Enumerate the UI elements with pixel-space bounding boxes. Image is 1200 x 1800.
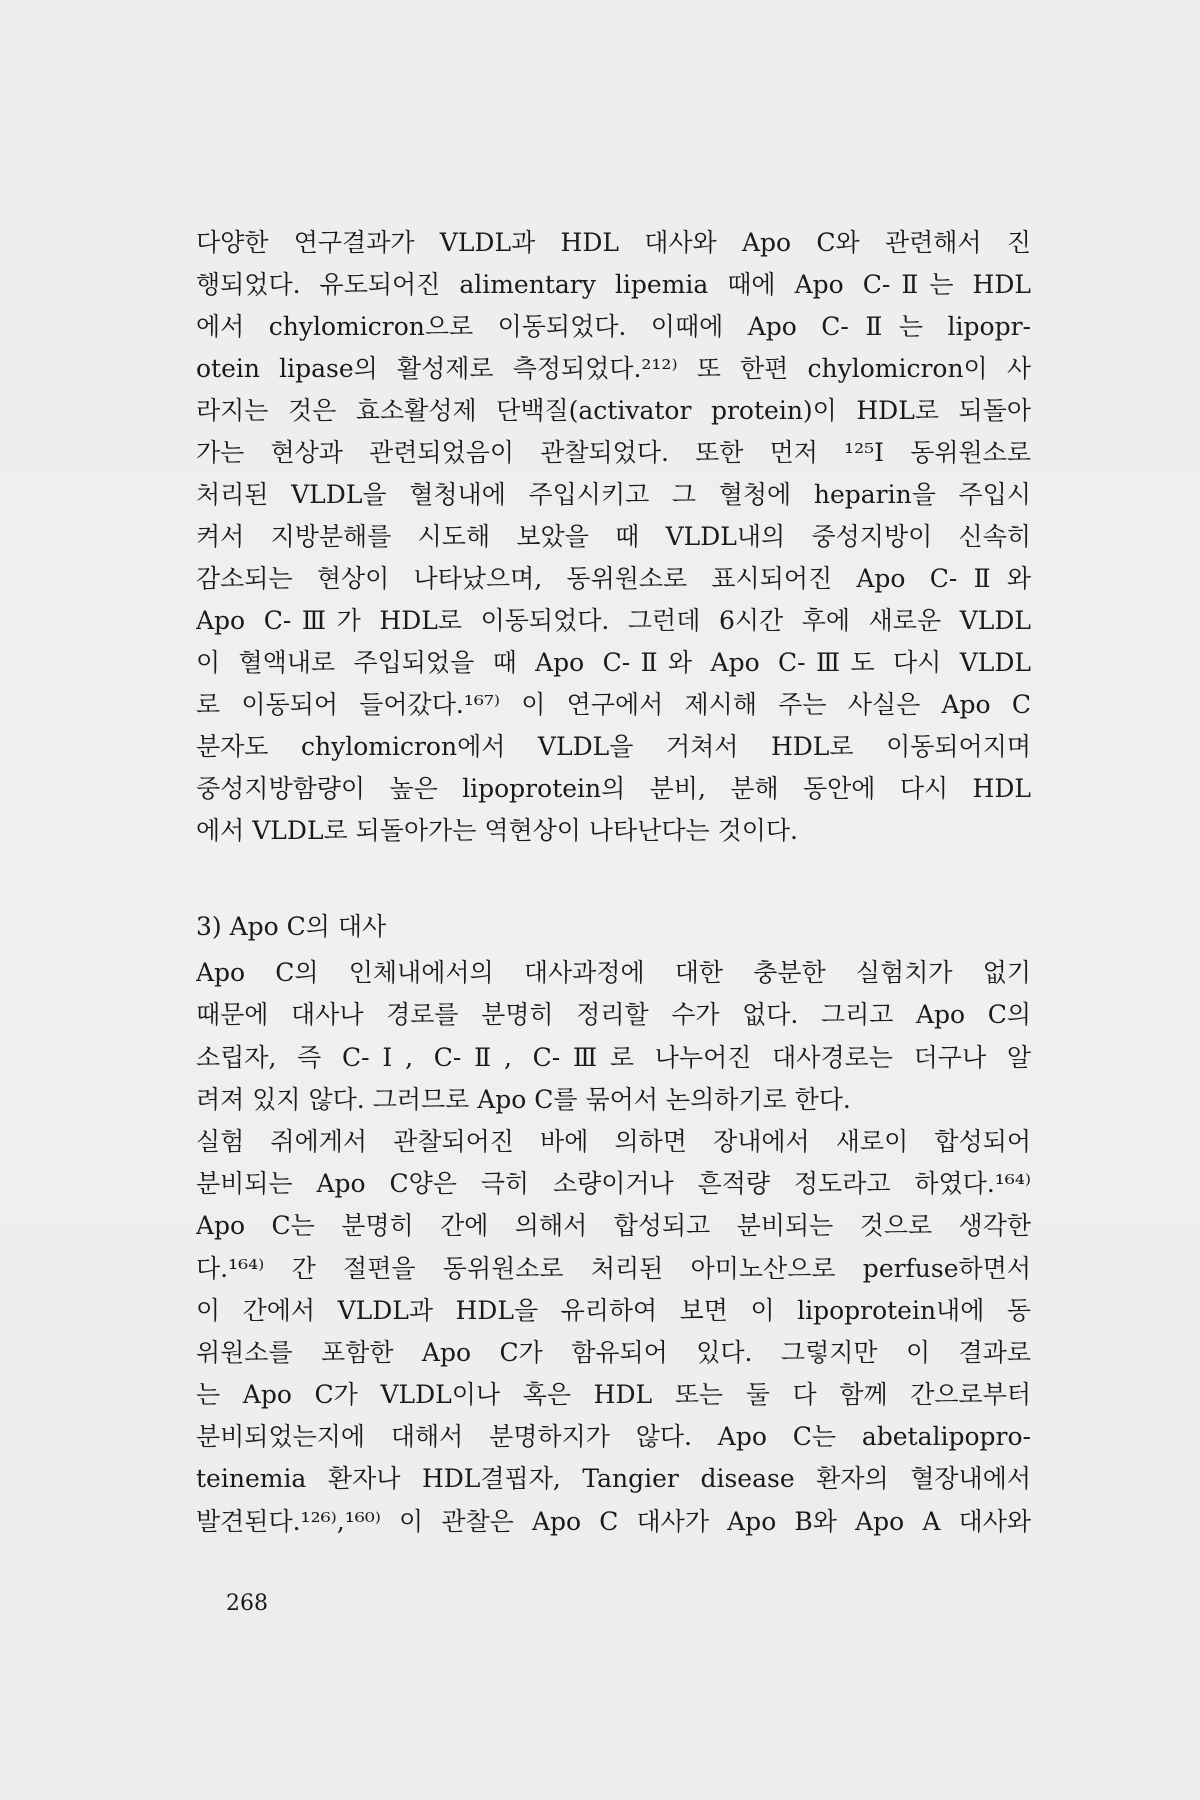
text-line: 소립자, 즉 C-Ⅰ, C-Ⅱ, C-Ⅲ로 나누어진 대사경로는 더구나 알 [196, 1042, 1031, 1072]
text-line: 켜서 지방분해를 시도해 보았을 때 VLDL내의 중성지방이 신속히 [196, 522, 1031, 551]
text-line: 분비되는 Apo C양은 극히 소량이거나 흔적량 정도라고 하였다.¹⁶⁴⁾ [196, 1169, 1031, 1199]
text-line: 분비되었는지에 대해서 분명하지가 않다. Apo C는 abetalipopro- [196, 1422, 1031, 1452]
text-line: teinemia 환자나 HDL결핍자, Tangier disease 환자의 혈장내에서 [196, 1464, 1031, 1494]
text-line: 는 Apo C가 VLDL이나 혹은 HDL 또는 둘 다 함께 간으로부터 [196, 1380, 1031, 1410]
text-line: 에서 chylomicron으로 이동되었다. 이때에 Apo C-Ⅱ는 lipopr- [196, 312, 1031, 341]
text-line: 중성지방함량이 높은 lipoprotein의 분비, 분해 동안에 다시 HDL [196, 774, 1031, 803]
text-line: 라지는 것은 효소활성제 단백질(activator protein)이 HDL로 되돌아 [196, 396, 1031, 425]
text-line: 이 간에서 VLDL과 HDL을 유리하여 보면 이 lipoprotein내에 동 [196, 1295, 1031, 1325]
text-line: 위원소를 포함한 Apo C가 함유되어 있다. 그렇지만 이 결과로 [196, 1337, 1031, 1367]
text-line: 처리된 VLDL을 혈청내에 주입시키고 그 혈청에 heparin을 주입시 [196, 480, 1031, 509]
text-line: 감소되는 현상이 나타났으며, 동위원소로 표시되어진 Apo C-Ⅱ와 [196, 564, 1031, 593]
text-line: otein lipase의 활성제로 측정되었다.²¹²⁾ 또 한편 chylomicron이 사 [196, 354, 1031, 383]
text-line: 행되었다. 유도되어진 alimentary lipemia 때에 Apo C-Ⅱ는 HDL [196, 270, 1031, 299]
paragraph-1 [196, 222, 1031, 852]
text-line: 다.¹⁶⁴⁾ 간 절편을 동위원소로 처리된 아미노산으로 perfuse하면서 [196, 1253, 1031, 1283]
text-line: 에서 VLDL로 되돌아가는 역현상이 나타난다는 것이다. [196, 816, 798, 845]
section-apo-c-metabolism [196, 906, 1031, 1543]
text-line: 때문에 대사나 경로를 분명히 정리할 수가 없다. 그리고 Apo C의 [196, 1000, 1031, 1030]
text-line: Apo C의 인체내에서의 대사과정에 대한 충분한 실험치가 없기 [196, 958, 1031, 988]
text-line: 실험 쥐에게서 관찰되어진 바에 의하면 장내에서 새로이 합성되어 [196, 1126, 1031, 1156]
page-number: 268 [226, 1591, 268, 1616]
text-line: 분자도 chylomicron에서 VLDL을 거쳐서 HDL로 이동되어지며 [196, 732, 1031, 761]
text-line: Apo C-Ⅲ가 HDL로 이동되었다. 그런데 6시간 후에 새로운 VLDL [196, 606, 1031, 635]
text-line: 발견된다.¹²⁶⁾,¹⁶⁰⁾ 이 관찰은 Apo C 대사가 Apo B와 Apo A 대사와 [196, 1506, 1031, 1536]
text-line: 로 이동되어 들어갔다.¹⁶⁷⁾ 이 연구에서 제시해 주는 사실은 Apo C [196, 690, 1031, 719]
section-heading: 3) Apo C의 대사 [196, 912, 387, 941]
paragraph-3 [196, 1121, 1031, 1543]
text-line: 이 혈액내로 주입되었을 때 Apo C-Ⅱ와 Apo C-Ⅲ도 다시 VLDL [196, 648, 1031, 677]
text-line: Apo C는 분명히 간에 의해서 합성되고 분비되는 것으로 생각한 [196, 1211, 1031, 1241]
text-line: 다양한 연구결과가 VLDL과 HDL 대사와 Apo C와 관련해서 진 [196, 228, 1031, 257]
text-line: 가는 현상과 관련되었음이 관찰되었다. 또한 먼저 ¹²⁵I 동위원소로 [196, 438, 1031, 467]
paragraph-2 [196, 952, 1031, 1121]
text-line: 려져 있지 않다. 그러므로 Apo C를 묶어서 논의하기로 한다. [196, 1084, 851, 1114]
